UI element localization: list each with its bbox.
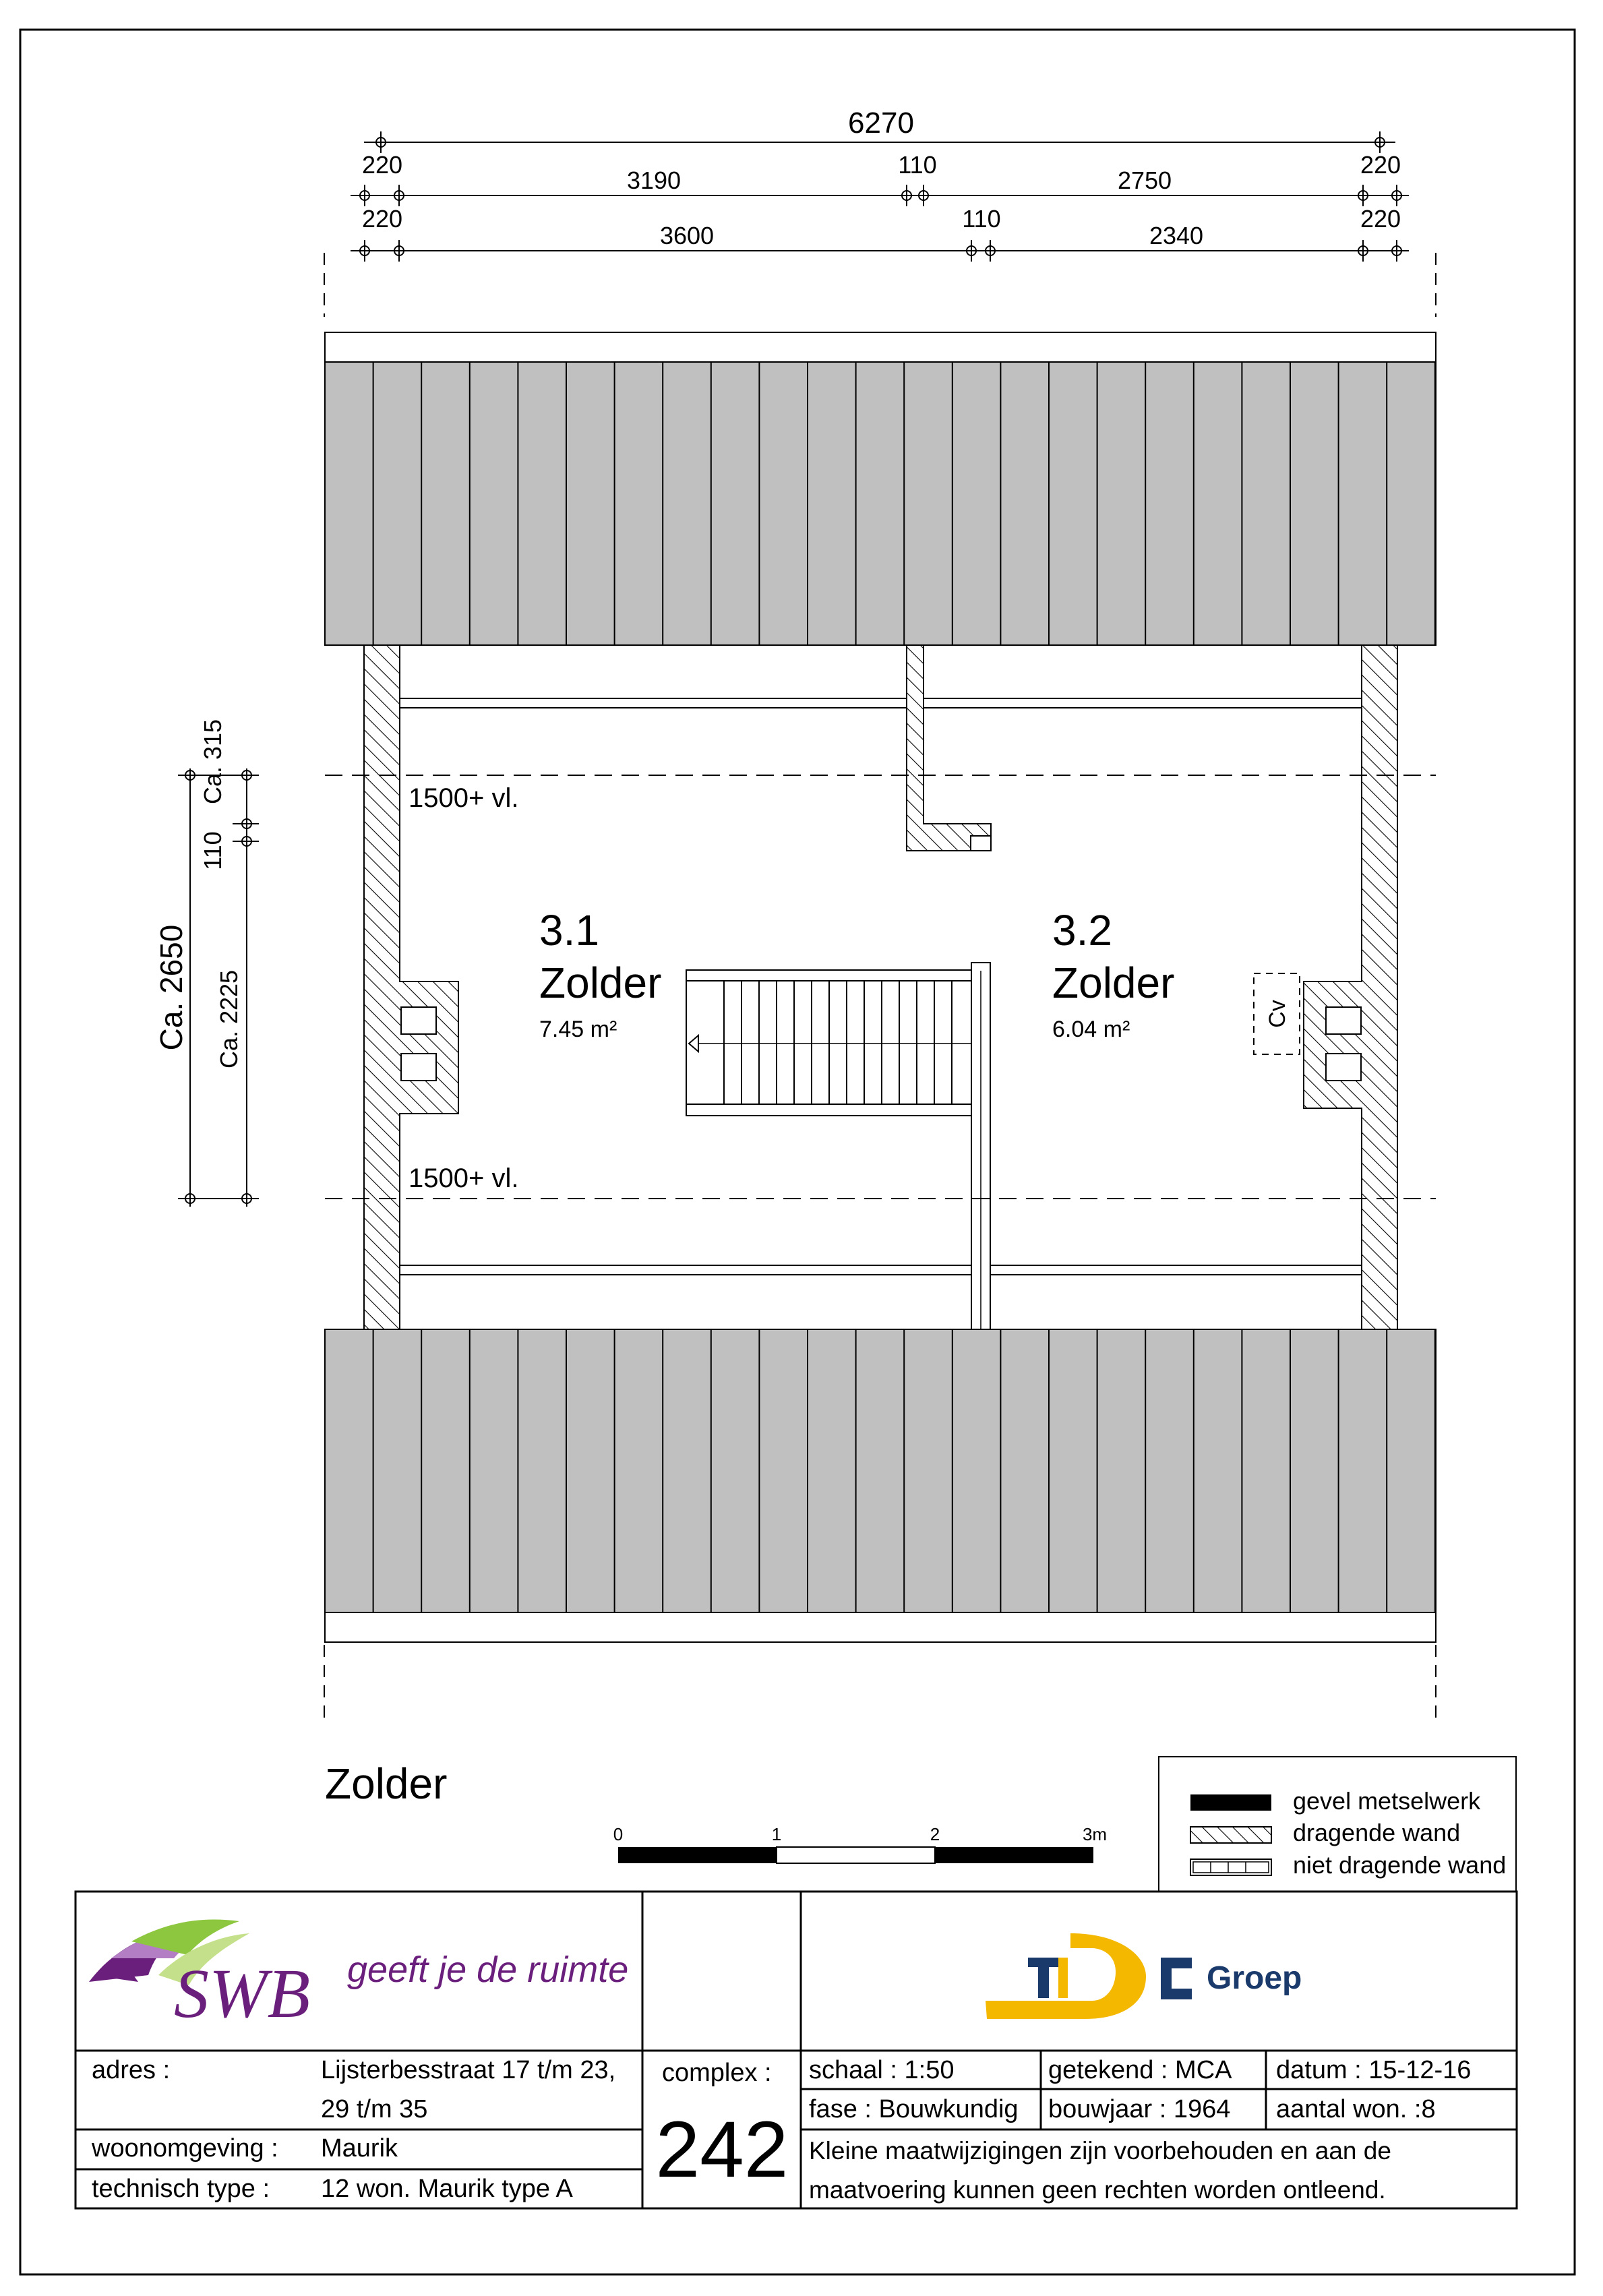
- dim-left-overall: Ca. 2650: [154, 924, 189, 1051]
- dim-r2-mid-wall: 110: [962, 205, 1001, 233]
- tdc-groep-text: Groep: [1207, 1960, 1302, 1996]
- complex-value: 242: [655, 2105, 789, 2194]
- legend-label-solid: gevel metselwerk: [1293, 1787, 1481, 1815]
- complex-label: complex :: [662, 2059, 772, 2087]
- dim-left-top: Ca. 315: [199, 719, 226, 805]
- adres-value-2: 29 t/m 35: [321, 2095, 428, 2123]
- legend-swatch-solid: [1190, 1794, 1271, 1811]
- scale-label-0: 0: [613, 1824, 624, 1844]
- cv-label: Cv: [1265, 1000, 1290, 1028]
- technisch-type-label: technisch type :: [92, 2175, 270, 2203]
- swb-logo: [89, 1920, 628, 2032]
- dim-left-bottom: Ca. 2225: [215, 969, 243, 1069]
- room-1-number: 3.1: [539, 906, 599, 955]
- getekend: getekend : MCA: [1048, 2056, 1232, 2084]
- schaal: schaal : 1:50: [809, 2056, 955, 2084]
- room-1-name: Zolder: [539, 959, 662, 1007]
- swb-logo-text: SWB: [174, 1955, 311, 2032]
- dim-r1-right-wall: 220: [1360, 151, 1401, 179]
- disclaimer-line-1: Kleine maatwijzigingen zijn voorbehouden en aan de: [809, 2137, 1391, 2165]
- drawing-title: Zolder: [325, 1759, 448, 1808]
- dim-r1-left-wall: 220: [361, 151, 403, 179]
- tdc-logo: [986, 1933, 1302, 2019]
- dim-r1-mid-wall: 110: [898, 151, 937, 179]
- dim-r1-room-right: 2750: [1117, 167, 1172, 194]
- wall-right-hatched: [1304, 645, 1397, 1329]
- wall-middle-notch: [971, 836, 991, 851]
- room-1-area: 7.45 m²: [539, 1017, 617, 1042]
- woonomgeving-label: woonomgeving :: [92, 2134, 278, 2163]
- aantal-won: aantal won. :8: [1276, 2095, 1436, 2123]
- dim-r2-left-wall: 220: [361, 205, 403, 233]
- chimney-flue-right-1: [1326, 1007, 1361, 1034]
- height-line-upper-label: 1500+ vl.: [409, 783, 519, 813]
- technisch-type-value: 12 won. Maurik type A: [321, 2175, 573, 2203]
- roof-edge-bottom: [325, 1612, 1436, 1642]
- woonomgeving-value: Maurik: [321, 2134, 398, 2163]
- adres-label: adres :: [92, 2056, 171, 2084]
- legend-label-segmented: niet dragende wand: [1293, 1851, 1507, 1879]
- dimension-lines-top: [351, 142, 1409, 251]
- adres-value-1: Lijsterbesstraat 17 t/m 23,: [321, 2056, 616, 2084]
- room-2-number: 3.2: [1052, 906, 1112, 955]
- legend-label-hatched: dragende wand: [1293, 1819, 1461, 1846]
- swb-tagline: geeft je de ruimte: [347, 1950, 629, 1990]
- dim-r2-right-wall: 220: [1360, 205, 1401, 233]
- wall-left-hatched: [364, 645, 458, 1329]
- chimney-flue-left-2: [401, 1054, 436, 1081]
- room-2-area: 6.04 m²: [1052, 1017, 1130, 1042]
- roof-top: [325, 362, 1436, 645]
- dim-r1-room-left: 3190: [626, 167, 682, 194]
- bouwjaar: bouwjaar : 1964: [1048, 2095, 1231, 2123]
- dim-r2-room-left: 3600: [659, 222, 715, 249]
- height-line-lower-label: 1500+ vl.: [409, 1164, 519, 1193]
- scale-bar: [618, 1847, 1093, 1863]
- chimney-flue-right-2: [1326, 1054, 1361, 1081]
- legend-swatch-hatched: [1190, 1827, 1271, 1843]
- dim-left-middle: 110: [199, 831, 226, 870]
- disclaimer-line-2: maatvoering kunnen geen rechten worden ontleend.: [809, 2176, 1386, 2204]
- datum: datum : 15-12-16: [1276, 2056, 1472, 2084]
- scale-label-2: 2: [930, 1824, 940, 1844]
- dim-r2-room-right: 2340: [1149, 222, 1204, 249]
- fase: fase : Bouwkundig: [809, 2095, 1019, 2123]
- legend-swatch-segmented: [1190, 1859, 1271, 1875]
- scale-label-3: 3m: [1082, 1824, 1108, 1844]
- wall-middle-hatched: [907, 645, 991, 851]
- dim-overall: 6270: [848, 107, 914, 140]
- chimney-flue-left-1: [401, 1007, 436, 1034]
- roof-edge-top: [325, 332, 1436, 362]
- room-2-name: Zolder: [1052, 959, 1175, 1007]
- roof-bottom: [325, 1329, 1436, 1612]
- scale-label-1: 1: [771, 1824, 782, 1844]
